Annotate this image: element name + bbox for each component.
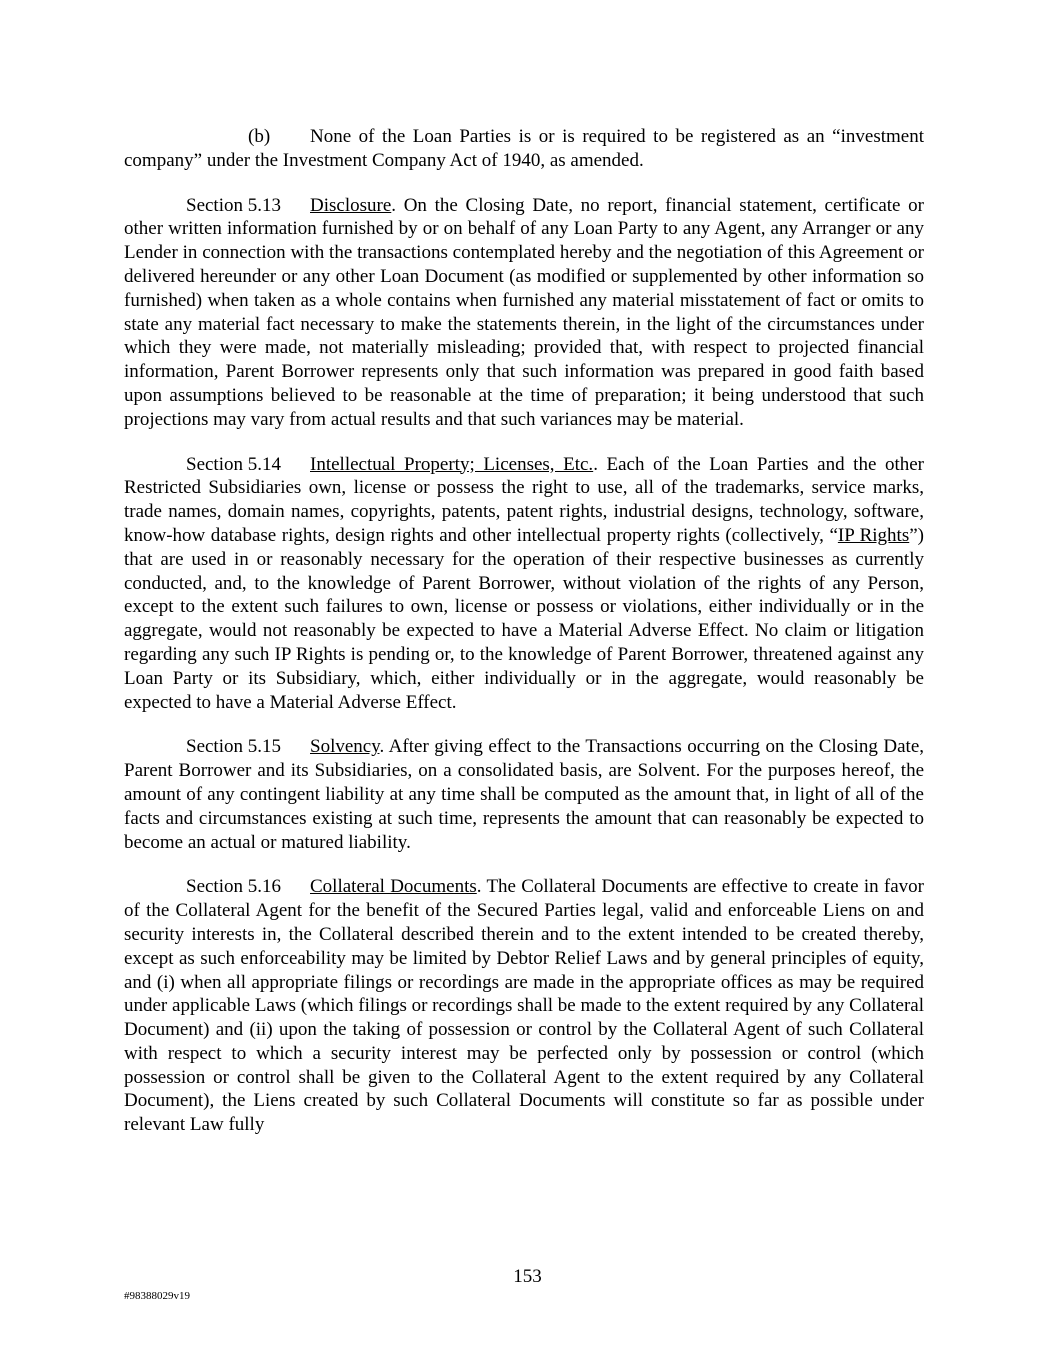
section-5-13 xyxy=(124,194,924,432)
ip-rights-defined-term: IP Rights xyxy=(837,524,910,546)
section-5-15-text: . After giving effect to the Transactions occurring on the Closing Date, Parent Borrower and its Subsidiaries, on a consolidated basis, are Solvent. For the purposes hereof, the amount of any contingent liability at any time shall be computed as the amount that, in light of all of the facts and circumstances existing at such time, represents the amount that can reasonably be expected to become an actual or matured liability. xyxy=(124,736,924,853)
section-5-13-heading: Disclosure xyxy=(310,194,392,216)
section-5-14-text-b: ”) that are used in or reasonably necessary for the operation of their respective businesses as currently conducted, and, to the knowledge of Parent Borrower, without violation of the rights of any Person, except to the extent such failures to own, license or possess or violations, either individually or in the aggregate, would not reasonably be expected to have a Material Adverse Effect. No claim or litigation regarding any such IP Rights is pending or, to the knowledge of Parent Borrower, threatened against any Loan Party or its Subsidiary, which, either individually or in the aggregate, would reasonably be expected to have a Material Adverse Effect. xyxy=(124,524,924,713)
paragraph-b-label: (b) xyxy=(248,126,271,147)
section-5-16-text: . The Collateral Documents are effective to create in favor of the Collateral Agent for the benefit of the Secured Parties legal, valid and enforceable Liens on and security interests in, the Collateral described therein and to the extent intended to be created thereby, except as such enforceability may be limited by Debtor Relief Laws and by general principles of equity, and (i) when all appropriate filings or recordings are made in the appropriate offices as may be required under applicable Laws (which filings or recordings shall be made to the extent required by any Collateral Document) and (ii) upon the taking of possession or control by the Collateral Agent of such Collateral with respect to which a security interest may be perfected only by possession or control (which possession or control shall be given to the Collateral Agent to the extent required by any Collateral Document), the Liens created by such Collateral Documents will constitute so far as possible under relevant Law fully xyxy=(124,876,924,1136)
section-5-14-heading: Intellectual Property; Licenses, Etc. xyxy=(310,453,594,475)
section-5-14 xyxy=(124,453,924,715)
document-body xyxy=(124,125,924,1158)
paragraph-b-text: None of the Loan Parties is or is required to be registered as an “investment company” under the Investment Company Act of 1940, as amended. xyxy=(124,126,924,171)
section-5-16 xyxy=(124,875,924,1137)
paragraph-b xyxy=(124,125,924,173)
section-5-13-number: Section 5.13 xyxy=(186,194,281,216)
section-5-15-heading: Solvency xyxy=(310,736,380,758)
page-number: 153 xyxy=(513,1266,542,1287)
section-5-14-text-a: . Each of the Loan Parties and the other Restricted Subsidiaries own, license or possess the right to use, all of the trademarks, service marks, trade names, domain names, copyrights, patents, patent rights, industrial designs, technology, software, know-how database rights, design rights and other intellectual property rights (collectively, “ xyxy=(124,453,924,546)
section-5-14-number: Section 5.14 xyxy=(186,453,281,475)
document-id: #98388029v19 xyxy=(124,1290,190,1302)
section-5-16-heading: Collateral Documents xyxy=(310,876,477,898)
section-5-15 xyxy=(124,735,924,854)
section-5-15-number: Section 5.15 xyxy=(186,736,281,758)
section-5-16-number: Section 5.16 xyxy=(186,876,281,898)
section-5-13-text: . On the Closing Date, no report, financial statement, certificate or other written information furnished by or on behalf of any Loan Party to any Agent, any Arranger or any Lender in connection with the transactions contemplated hereby and the negotiation of this Agreement or delivered hereunder or any other Loan Document (as modified or supplemented by other information so furnished) when taken as a whole contains when furnished any material misstatement of fact or omits to state any material fact necessary to make the statements therein, in the light of the circumstances under which they were made, not materially misleading; provided that, with respect to projected financial information, Parent Borrower represents only that such information was prepared in good faith based upon assumptions believed to be reasonable at the time of preparation; it being understood that such projections may vary from actual results and that such variances may be material. xyxy=(124,194,924,430)
